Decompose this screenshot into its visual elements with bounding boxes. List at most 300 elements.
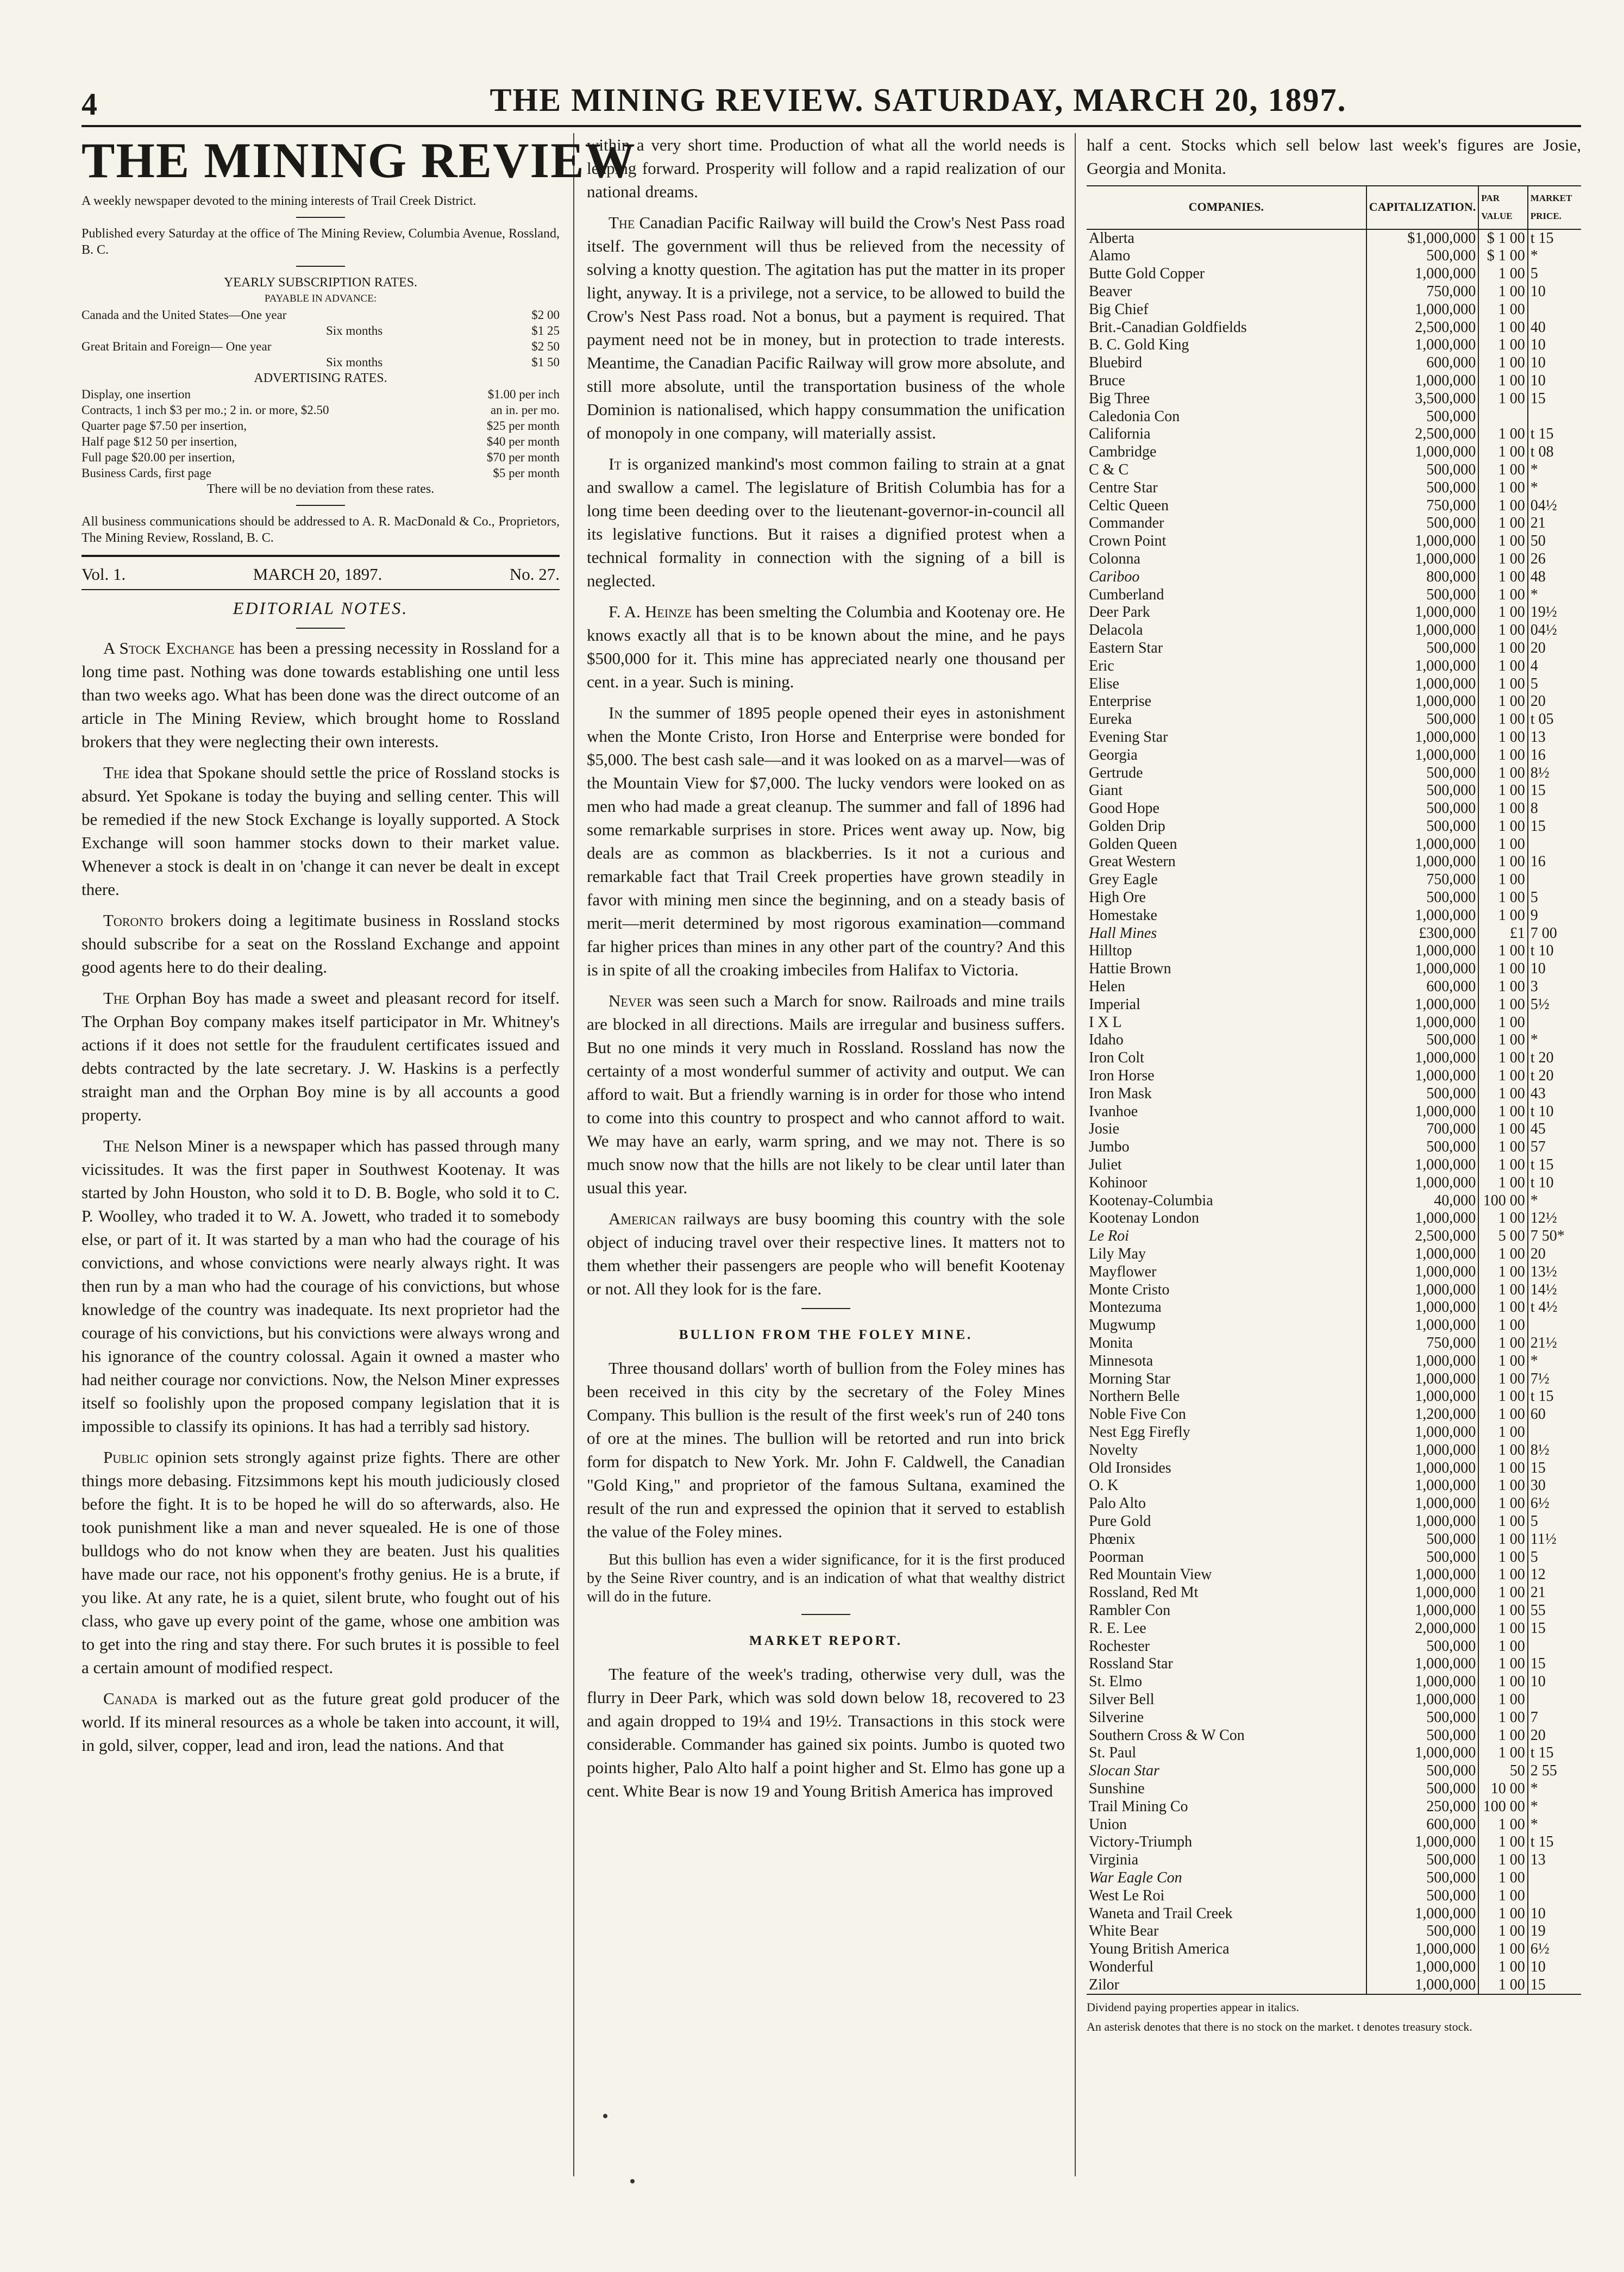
company-cell: Union xyxy=(1089,1816,1127,1833)
company-cell: Mayflower xyxy=(1089,1263,1157,1280)
market-price-cell: 13 xyxy=(1528,729,1581,747)
capitalization-cell: 1,000,000 xyxy=(1366,960,1479,978)
company-cell: Rossland Star xyxy=(1089,1655,1173,1673)
company-cell: Trail Mining Co xyxy=(1089,1798,1188,1815)
market-price-cell: 5 xyxy=(1528,1549,1581,1567)
newspaper-page xyxy=(81,0,1581,2272)
capitalization-cell: 500,000 xyxy=(1366,1638,1479,1656)
market-price-cell: * xyxy=(1528,1192,1581,1210)
par-value-cell: 100 00 xyxy=(1478,1798,1527,1816)
par-value-cell: 1 00 xyxy=(1478,1620,1527,1638)
par-value-cell xyxy=(1478,408,1527,426)
capitalization-cell: 1,000,000 xyxy=(1366,658,1479,675)
capitalization-cell: 1,000,000 xyxy=(1366,1370,1479,1388)
masthead-tagline: A weekly newspaper devoted to the mining interests of Trail Creek District. xyxy=(81,194,476,208)
market-price-cell: 04½ xyxy=(1528,497,1581,515)
market-price-cell: * xyxy=(1528,586,1581,604)
capitalization-cell: 1,000,000 xyxy=(1366,550,1479,568)
capitalization-cell: 40,000 xyxy=(1366,1192,1479,1210)
capitalization-cell: 750,000 xyxy=(1366,1335,1479,1353)
company-cell: Northern Belle xyxy=(1089,1388,1180,1405)
company-cell: Eastern Star xyxy=(1089,639,1163,656)
par-value-cell: 1 00 xyxy=(1478,461,1527,479)
article-paragraph: Toronto brokers doing a legitimate business in Rossland stocks should subscribe for a seat on the Rossland Exchange and appoint good agents here to do their dealing. xyxy=(81,911,560,977)
company-cell: B. C. Gold King xyxy=(1089,336,1189,354)
company-cell: Juliet xyxy=(1089,1156,1122,1174)
table-row xyxy=(1087,1156,1581,1174)
capitalization-cell: 1,000,000 xyxy=(1366,1941,1479,1958)
capitalization-cell: 600,000 xyxy=(1366,1816,1479,1834)
market-price-cell: 15 xyxy=(1528,782,1581,800)
company-cell: Josie xyxy=(1089,1121,1119,1138)
table-row xyxy=(1087,1263,1581,1281)
market-price-cell: 10 xyxy=(1528,336,1581,354)
company-cell: Young British America xyxy=(1089,1941,1230,1958)
article-paragraph: Never was seen such a March for snow. Railroads and mine trails are blocked in all directions. Mails are irregular and business suffers. But no one minds it very much in Rossland. Rossland has now the certainty of a most wonderful summer of activity and output. We can afford to wait. But a friendly warning is in order for those who intend to come into this country to prospect and who cannot afford to wait. We may have an early, warm spring, and we may not. There is so much snow now that the hills are not likely to be clear until later than usual this year. xyxy=(587,991,1065,1197)
table-row xyxy=(1087,1566,1581,1584)
company-cell: Monte Cristo xyxy=(1089,1281,1170,1298)
table-header-row xyxy=(1087,186,1581,229)
table-row xyxy=(1087,889,1581,907)
capitalization-cell: $1,000,000 xyxy=(1366,229,1479,248)
rate-row: Great Britain and Foreign— One year $2 50 xyxy=(81,340,560,353)
table-row xyxy=(1087,1121,1581,1138)
capitalization-cell: 500,000 xyxy=(1366,586,1479,604)
par-value-cell: 1 00 xyxy=(1478,1085,1527,1103)
capitalization-cell: 1,000,000 xyxy=(1366,1744,1479,1762)
par-value-cell: 1 00 xyxy=(1478,1638,1527,1656)
market-price-cell: 15 xyxy=(1528,1460,1581,1478)
table-row xyxy=(1087,729,1581,747)
capitalization-cell: 500,000 xyxy=(1366,1709,1479,1727)
par-value-cell: 1 00 xyxy=(1478,996,1527,1014)
article-paragraph: The Canadian Pacific Railway will build the Crow's Nest Pass road itself. The government will thus be relieved from the necessity of solving a knotty question. The agitation has put the matter in its proper light, anyway. It is a privilege, not a service, to be allowed to build the Crow's Nest Pass road. Not a bonus, but a payment is required. That payment need not be in money, but in protection to trade interests. Meantime, the Canadian Pacific Railway will grow more absolute, and still more absolute, until the transportation business of the whole Dominion is nationalised, which happy consummation the unification of monopoly in one company, will materially assist. xyxy=(587,213,1065,442)
capitalization-cell: 500,000 xyxy=(1366,1887,1479,1905)
company-cell: Red Mountain View xyxy=(1089,1566,1212,1583)
divider xyxy=(296,628,345,629)
market-price-cell: 14½ xyxy=(1528,1281,1581,1299)
company-cell: Palo Alto xyxy=(1089,1495,1146,1512)
capitalization-cell: 1,000,000 xyxy=(1366,1833,1479,1851)
par-value-cell: 1 00 xyxy=(1478,301,1527,319)
table-row xyxy=(1087,1531,1581,1549)
capitalization-cell: 1,000,000 xyxy=(1366,1174,1479,1192)
table-row xyxy=(1087,1833,1581,1851)
article-paragraph: The idea that Spokane should settle the price of Rossland stocks is absurd. Yet Spokane is today the buying and selling center. This will be remedied if the new Stock Exchange is loyally supported. A Stock Exchange will soon hammer stocks down to their market value. Whenever a stock is dealt in on 'change it can never be dealt in except there. xyxy=(81,763,560,899)
table-row xyxy=(1087,1851,1581,1869)
table-row xyxy=(1087,408,1581,426)
table-row xyxy=(1087,1049,1581,1067)
table-row xyxy=(1087,1941,1581,1958)
company-cell: Kootenay-Columbia xyxy=(1089,1192,1213,1209)
par-value-cell: 1 00 xyxy=(1478,1442,1527,1460)
market-price-cell: 21 xyxy=(1528,1584,1581,1602)
table-row xyxy=(1087,1103,1581,1121)
par-value-cell: 1 00 xyxy=(1478,960,1527,978)
column-divider xyxy=(1075,133,1076,2176)
market-price-cell: t 10 xyxy=(1528,1103,1581,1121)
par-value-cell: 1 00 xyxy=(1478,1495,1527,1513)
capitalization-cell: 500,000 xyxy=(1366,782,1479,800)
table-row xyxy=(1087,604,1581,622)
par-value-cell: 1 00 xyxy=(1478,1833,1527,1851)
company-cell: Noble Five Con xyxy=(1089,1406,1186,1423)
capitalization-cell: 1,000,000 xyxy=(1366,1067,1479,1085)
market-price-cell: 10 xyxy=(1528,1958,1581,1976)
market-price-cell: 10 xyxy=(1528,283,1581,301)
par-value-cell: 1 00 xyxy=(1478,747,1527,765)
market-price-cell xyxy=(1528,871,1581,889)
capitalization-cell: 1,000,000 xyxy=(1366,942,1479,960)
table-row xyxy=(1087,1744,1581,1762)
table-row xyxy=(1087,1923,1581,1941)
table-row xyxy=(1087,533,1581,550)
subscription-heading: YEARLY SUBSCRIPTION RATES. xyxy=(223,276,418,290)
table-row xyxy=(1087,658,1581,675)
table-row xyxy=(1087,390,1581,408)
company-cell: White Bear xyxy=(1089,1923,1159,1940)
company-cell: Iron Horse xyxy=(1089,1067,1155,1085)
market-price-cell: 13½ xyxy=(1528,1263,1581,1281)
market-price-cell: 16 xyxy=(1528,747,1581,765)
company-cell: Delacola xyxy=(1089,622,1143,639)
company-cell: Kohinoor xyxy=(1089,1174,1148,1191)
company-cell: Homestake xyxy=(1089,906,1157,924)
company-cell: Imperial xyxy=(1089,996,1140,1013)
capitalization-cell: 1,000,000 xyxy=(1366,1424,1479,1442)
table-row xyxy=(1087,996,1581,1014)
company-cell: California xyxy=(1089,425,1151,443)
capitalization-cell: 500,000 xyxy=(1366,1727,1479,1745)
par-value-cell: 5 00 xyxy=(1478,1228,1527,1245)
par-value-cell: 1 00 xyxy=(1478,907,1527,925)
rate-row: Contracts, 1 inch $3 per mo.; 2 in. or more, $2.50 an in. per mo. xyxy=(81,403,560,417)
market-price-cell: 48 xyxy=(1528,568,1581,586)
market-price-cell: 15 xyxy=(1528,1976,1581,1995)
par-value-cell: 1 00 xyxy=(1478,1602,1527,1620)
company-cell: Colonna xyxy=(1089,550,1140,567)
capitalization-cell: 1,000,000 xyxy=(1366,336,1479,354)
market-price-cell xyxy=(1528,1869,1581,1887)
par-value-cell: 1 00 xyxy=(1478,515,1527,533)
par-value-cell: $ 1 00 xyxy=(1478,247,1527,265)
capitalization-cell: 500,000 xyxy=(1366,1762,1479,1780)
capitalization-cell: 1,000,000 xyxy=(1366,1460,1479,1478)
capitalization-cell: 1,200,000 xyxy=(1366,1406,1479,1424)
par-value-cell: 1 00 xyxy=(1478,1067,1527,1085)
par-value-cell: 1 00 xyxy=(1478,1353,1527,1370)
par-value-cell: 1 00 xyxy=(1478,1031,1527,1049)
table-row xyxy=(1087,1816,1581,1834)
rate-row: Full page $20.00 per insertion, $70 per month xyxy=(81,450,560,464)
market-price-cell: 8 xyxy=(1528,800,1581,818)
par-value-cell: 1 00 xyxy=(1478,354,1527,372)
par-value-cell: 1 00 xyxy=(1478,871,1527,889)
par-value-cell: 1 00 xyxy=(1478,1210,1527,1228)
company-cell: Brit.-Canadian Goldfields xyxy=(1089,318,1247,336)
company-cell: Nest Egg Firefly xyxy=(1089,1423,1190,1441)
company-cell: Le Roi xyxy=(1089,1228,1129,1245)
rate-row: Quarter page $7.50 per insertion, $25 per month xyxy=(81,419,560,433)
market-price-cell: * xyxy=(1528,247,1581,265)
company-cell: Alberta xyxy=(1089,229,1134,247)
capitalization-cell: 1,000,000 xyxy=(1366,1156,1479,1174)
market-price-cell: 10 xyxy=(1528,372,1581,390)
table-row xyxy=(1087,1228,1581,1245)
company-cell: Slocan Star xyxy=(1089,1762,1159,1780)
company-cell: Victory-Triumph xyxy=(1089,1833,1193,1851)
table-row xyxy=(1087,765,1581,783)
capitalization-cell: 500,000 xyxy=(1366,1085,1479,1103)
table-row xyxy=(1087,265,1581,283)
market-price-cell xyxy=(1528,1014,1581,1032)
market-price-cell: 30 xyxy=(1528,1477,1581,1495)
company-cell: Iron Colt xyxy=(1089,1049,1144,1067)
company-cell: Sunshine xyxy=(1089,1780,1145,1797)
capitalization-cell: 1,000,000 xyxy=(1366,1655,1479,1673)
market-price-cell: 9 xyxy=(1528,907,1581,925)
market-price-cell: 7 00 xyxy=(1528,925,1581,943)
article-paragraph: The feature of the week's trading, otherwise very dull, was the flurry in Deer Park, which was sold down below 18, recovered to 23 and again dropped to 19¼ and 19½. Transactions in this stock were considerable. Commander has gained six points. Jumbo is quoted two points higher, Palo Alto half a point higher and St. Elmo has gone up a cent. White Bear is now 19 and Young British America has improved xyxy=(587,1664,1065,1800)
table-row xyxy=(1087,1691,1581,1709)
table-row xyxy=(1087,1976,1581,1995)
market-price-cell xyxy=(1528,1424,1581,1442)
par-value-cell: 1 00 xyxy=(1478,1941,1527,1958)
article-paragraph: within a very short time. Production of what all the world needs is leaping forward. Prosperity will follow and a rapid realization of our national dreams. xyxy=(587,135,1065,201)
par-value-cell: 1 00 xyxy=(1478,800,1527,818)
table-row xyxy=(1087,461,1581,479)
company-cell: Cariboo xyxy=(1089,568,1140,585)
capitalization-cell: 1,000,000 xyxy=(1366,443,1479,461)
market-price-cell: 20 xyxy=(1528,1727,1581,1745)
capitalization-cell: 750,000 xyxy=(1366,283,1479,301)
table-row xyxy=(1087,1905,1581,1923)
company-cell: Cambridge xyxy=(1089,443,1157,461)
market-price-cell: * xyxy=(1528,1798,1581,1816)
market-price-cell: 12 xyxy=(1528,1566,1581,1584)
market-price-cell: 8½ xyxy=(1528,765,1581,783)
no-deviation-note: There will be no deviation from these rates. xyxy=(206,482,435,496)
article-paragraph: Public opinion sets strongly against prize fights. There are other things more debasing. Fitzsimmons kept his mouth judiciously closed before the fight. It is to be hoped he will do so afterwards, also. He took punishment like a man and never squealed. He is one of those bulldogs who do not know when they are beaten. Just his qualities have made our race, not his opponent's frothy genius. He is a brute, if you like. At any rate, he is a quiet, silent brute, who fought out of his class, who gave up every point of the game, whose one ambition was to get into the ring and stay there. For such brutes it is possible to feel a certain amount of modified respect. xyxy=(81,1448,560,1677)
par-value-cell: 1 00 xyxy=(1478,1513,1527,1531)
company-cell: Montezuma xyxy=(1089,1299,1162,1316)
capitalization-cell: 500,000 xyxy=(1366,818,1479,836)
market-price-cell: 16 xyxy=(1528,853,1581,871)
company-cell: O. K xyxy=(1089,1477,1119,1494)
business-note: All business communications should be addressed to A. R. MacDonald & Co., Proprietors, The Mining Review, Rossland, B. C. xyxy=(81,515,560,545)
market-price-cell: 5 xyxy=(1528,1513,1581,1531)
article-paragraph: The Nelson Miner is a newspaper which has passed through many vicissitudes. It was the first paper in Southwest Kootenay. It was started by John Houston, who sold it to D. B. Bogle, who sold it to C. P. Woolley, who traded it to W. A. Jowett, who traded it to somebody else, or part of it. It was started by a man who had the courage of his convictions, and whose convictions were nearly always right. It was then run by a man who had the courage of his convictions, but whose knowledge of the country was inadequate. Its next proprietor had the courage of his convictions, but his convictions were always wrong and his ignorance of the country colossal. Again it owned a master who had neither courage nor convictions. Now, the Nelson Miner expresses itself so foolishly upon the proposed company legislation that it is impossible to classify its opinions. It has had a terribly sad history. xyxy=(81,1136,560,1436)
table-row xyxy=(1087,1245,1581,1263)
table-row xyxy=(1087,1353,1581,1370)
table-row xyxy=(1087,1513,1581,1531)
rate-row: Half page $12 50 per insertion, $40 per month xyxy=(81,435,560,448)
par-value-cell: 1 00 xyxy=(1478,425,1527,443)
company-cell: I X L xyxy=(1089,1013,1122,1031)
table-row xyxy=(1087,1317,1581,1335)
par-value-cell: 1 00 xyxy=(1478,729,1527,747)
table-row xyxy=(1087,853,1581,871)
company-cell: Crown Point xyxy=(1089,533,1167,550)
company-cell: Bruce xyxy=(1089,372,1125,389)
par-value-cell: 1 00 xyxy=(1478,1584,1527,1602)
capitalization-cell: 1,000,000 xyxy=(1366,1513,1479,1531)
market-price-cell: 40 xyxy=(1528,319,1581,337)
capitalization-cell: 1,000,000 xyxy=(1366,1673,1479,1691)
table-row xyxy=(1087,1887,1581,1905)
market-price-cell: t 15 xyxy=(1528,1156,1581,1174)
company-cell: Virginia xyxy=(1089,1851,1139,1869)
rate-row: Display, one insertion $1.00 per inch xyxy=(81,387,560,401)
company-cell: Eureka xyxy=(1089,711,1132,728)
table-row xyxy=(1087,1424,1581,1442)
table-row xyxy=(1087,1727,1581,1745)
article-paragraph: F. A. Heinze has been smelting the Columbia and Kootenay ore. He knows exactly all that is to be known about the mine, and he pays $500,000 for it. This mine has appreciated nearly one thousand per cent. in a year. Such is mining. xyxy=(587,602,1065,691)
company-cell: Big Three xyxy=(1089,390,1150,407)
capitalization-cell: 1,000,000 xyxy=(1366,1905,1479,1923)
company-cell: Celtic Queen xyxy=(1089,497,1169,514)
table-row xyxy=(1087,1709,1581,1727)
capitalization-cell: 1,000,000 xyxy=(1366,747,1479,765)
stock-table xyxy=(1087,185,1581,1995)
market-price-cell: * xyxy=(1528,1816,1581,1834)
capitalization-cell: 1,000,000 xyxy=(1366,1566,1479,1584)
capitalization-cell: 500,000 xyxy=(1366,1531,1479,1549)
par-value-cell: 1 00 xyxy=(1478,818,1527,836)
capitalization-cell: 800,000 xyxy=(1366,568,1479,586)
capitalization-cell: 2,500,000 xyxy=(1366,1228,1479,1245)
market-price-cell: 8½ xyxy=(1528,1442,1581,1460)
company-cell: Hall Mines xyxy=(1089,924,1157,942)
table-row xyxy=(1087,1192,1581,1210)
capitalization-cell: 1,000,000 xyxy=(1366,533,1479,550)
market-price-cell: 13 xyxy=(1528,1851,1581,1869)
table-row xyxy=(1087,1602,1581,1620)
capitalization-cell: 500,000 xyxy=(1366,1549,1479,1567)
par-value-cell: 1 00 xyxy=(1478,604,1527,622)
article-paragraph: Three thousand dollars' worth of bullion from the Foley mines has been received in this city by the secretary of the Foley Mines Company. This bullion is the result of the first week's run of 240 tons of ore at the mines. The bullion will be retorted and run into brick form for dispatch to New York. Mr. John F. Caldwell, the Canadian "Gold King," and proprietor of the famous Sultana, examined the result of the run and expressed the opinion that it served to establish the value of the Foley mines. xyxy=(587,1359,1065,1541)
par-value-cell: 1 00 xyxy=(1478,1460,1527,1478)
market-price-cell: 4 xyxy=(1528,658,1581,675)
column-header-capitalization: CAPITALIZATION. xyxy=(1366,186,1479,229)
table-row xyxy=(1087,925,1581,943)
volume-line xyxy=(81,559,560,589)
par-value-cell: 1 00 xyxy=(1478,1869,1527,1887)
capitalization-cell: £300,000 xyxy=(1366,925,1479,943)
company-cell: Poorman xyxy=(1089,1548,1144,1566)
company-cell: Pure Gold xyxy=(1089,1512,1151,1530)
advertising-heading: ADVERTISING RATES. xyxy=(254,371,387,385)
divider xyxy=(81,555,560,557)
company-cell: West Le Roi xyxy=(1089,1887,1165,1904)
table-row xyxy=(1087,479,1581,497)
market-price-cell: 7½ xyxy=(1528,1370,1581,1388)
table-row xyxy=(1087,711,1581,729)
capitalization-cell: 1,000,000 xyxy=(1366,1299,1479,1317)
par-value-cell: 1 00 xyxy=(1478,265,1527,283)
par-value-cell: 1 00 xyxy=(1478,1655,1527,1673)
ink-speck xyxy=(630,2179,635,2183)
par-value-cell: 1 00 xyxy=(1478,550,1527,568)
table-row xyxy=(1087,1620,1581,1638)
market-price-cell: 10 xyxy=(1528,1673,1581,1691)
table-row xyxy=(1087,907,1581,925)
par-value-cell: 1 00 xyxy=(1478,853,1527,871)
table-row xyxy=(1087,319,1581,337)
capitalization-cell: 1,000,000 xyxy=(1366,1014,1479,1032)
table-row xyxy=(1087,283,1581,301)
market-price-cell: 5 xyxy=(1528,265,1581,283)
capitalization-cell: 2,000,000 xyxy=(1366,1620,1479,1638)
table-row xyxy=(1087,640,1581,658)
capitalization-cell: 500,000 xyxy=(1366,1869,1479,1887)
par-value-cell: 1 00 xyxy=(1478,1174,1527,1192)
market-price-cell: 10 xyxy=(1528,960,1581,978)
par-value-cell: 1 00 xyxy=(1478,1566,1527,1584)
capitalization-cell: 1,000,000 xyxy=(1366,1317,1479,1335)
table-row xyxy=(1087,1442,1581,1460)
payable-note: PAYABLE IN ADVANCE: xyxy=(264,293,377,304)
par-value-cell: 1 00 xyxy=(1478,836,1527,854)
capitalization-cell: 1,000,000 xyxy=(1366,853,1479,871)
company-cell: Commander xyxy=(1089,515,1164,532)
rate-row: Six months $1 25 xyxy=(326,324,560,337)
market-price-cell: * xyxy=(1528,479,1581,497)
capitalization-cell: 1,000,000 xyxy=(1366,1976,1479,1995)
table-row xyxy=(1087,1549,1581,1567)
capitalization-cell: 1,000,000 xyxy=(1366,1049,1479,1067)
par-value-cell: 1 00 xyxy=(1478,1263,1527,1281)
table-row xyxy=(1087,1477,1581,1495)
par-value-cell: 1 00 xyxy=(1478,497,1527,515)
table-row xyxy=(1087,1958,1581,1976)
market-price-cell xyxy=(1528,301,1581,319)
par-value-cell: 1 00 xyxy=(1478,479,1527,497)
divider xyxy=(801,1614,850,1615)
par-value-cell: 1 00 xyxy=(1478,568,1527,586)
par-value-cell: 1 00 xyxy=(1478,1691,1527,1709)
article-paragraph: A Stock Exchange has been a pressing necessity in Rossland for a long time past. Nothing was done towards establishing one until less than two weeks ago. What has been done was the direct outcome of an article in The Mining Review, which brought home to Rossland brokers that they were neglecting their own interests. xyxy=(81,639,560,751)
capitalization-cell: 1,000,000 xyxy=(1366,372,1479,390)
market-price-cell: 5 xyxy=(1528,675,1581,693)
capitalization-cell: 500,000 xyxy=(1366,1851,1479,1869)
market-price-cell: 3 xyxy=(1528,978,1581,996)
par-value-cell: 1 00 xyxy=(1478,711,1527,729)
table-row xyxy=(1087,1210,1581,1228)
market-price-cell: 12½ xyxy=(1528,1210,1581,1228)
table-row xyxy=(1087,336,1581,354)
column-header-market-price: MARKET PRICE. xyxy=(1528,186,1581,229)
company-cell: R. E. Lee xyxy=(1089,1619,1146,1637)
market-price-cell: 19 xyxy=(1528,1923,1581,1941)
market-price-cell: * xyxy=(1528,1353,1581,1370)
company-cell: Good Hope xyxy=(1089,800,1159,817)
par-value-cell: 1 00 xyxy=(1478,1549,1527,1567)
column-3 xyxy=(1087,133,1581,2034)
company-cell: Novelty xyxy=(1089,1441,1138,1459)
market-price-cell xyxy=(1528,408,1581,426)
table-row xyxy=(1087,247,1581,265)
table-row xyxy=(1087,871,1581,889)
issue-date: MARCH 20, 1897. xyxy=(253,565,383,584)
company-cell: Centre Star xyxy=(1089,479,1158,496)
column-1 xyxy=(81,133,636,1764)
capitalization-cell: 500,000 xyxy=(1366,247,1479,265)
capitalization-cell: 1,000,000 xyxy=(1366,1281,1479,1299)
par-value-cell: 1 00 xyxy=(1478,372,1527,390)
market-heading: MARKET REPORT. xyxy=(749,1633,902,1648)
company-cell: Rossland, Red Mt xyxy=(1089,1584,1199,1601)
